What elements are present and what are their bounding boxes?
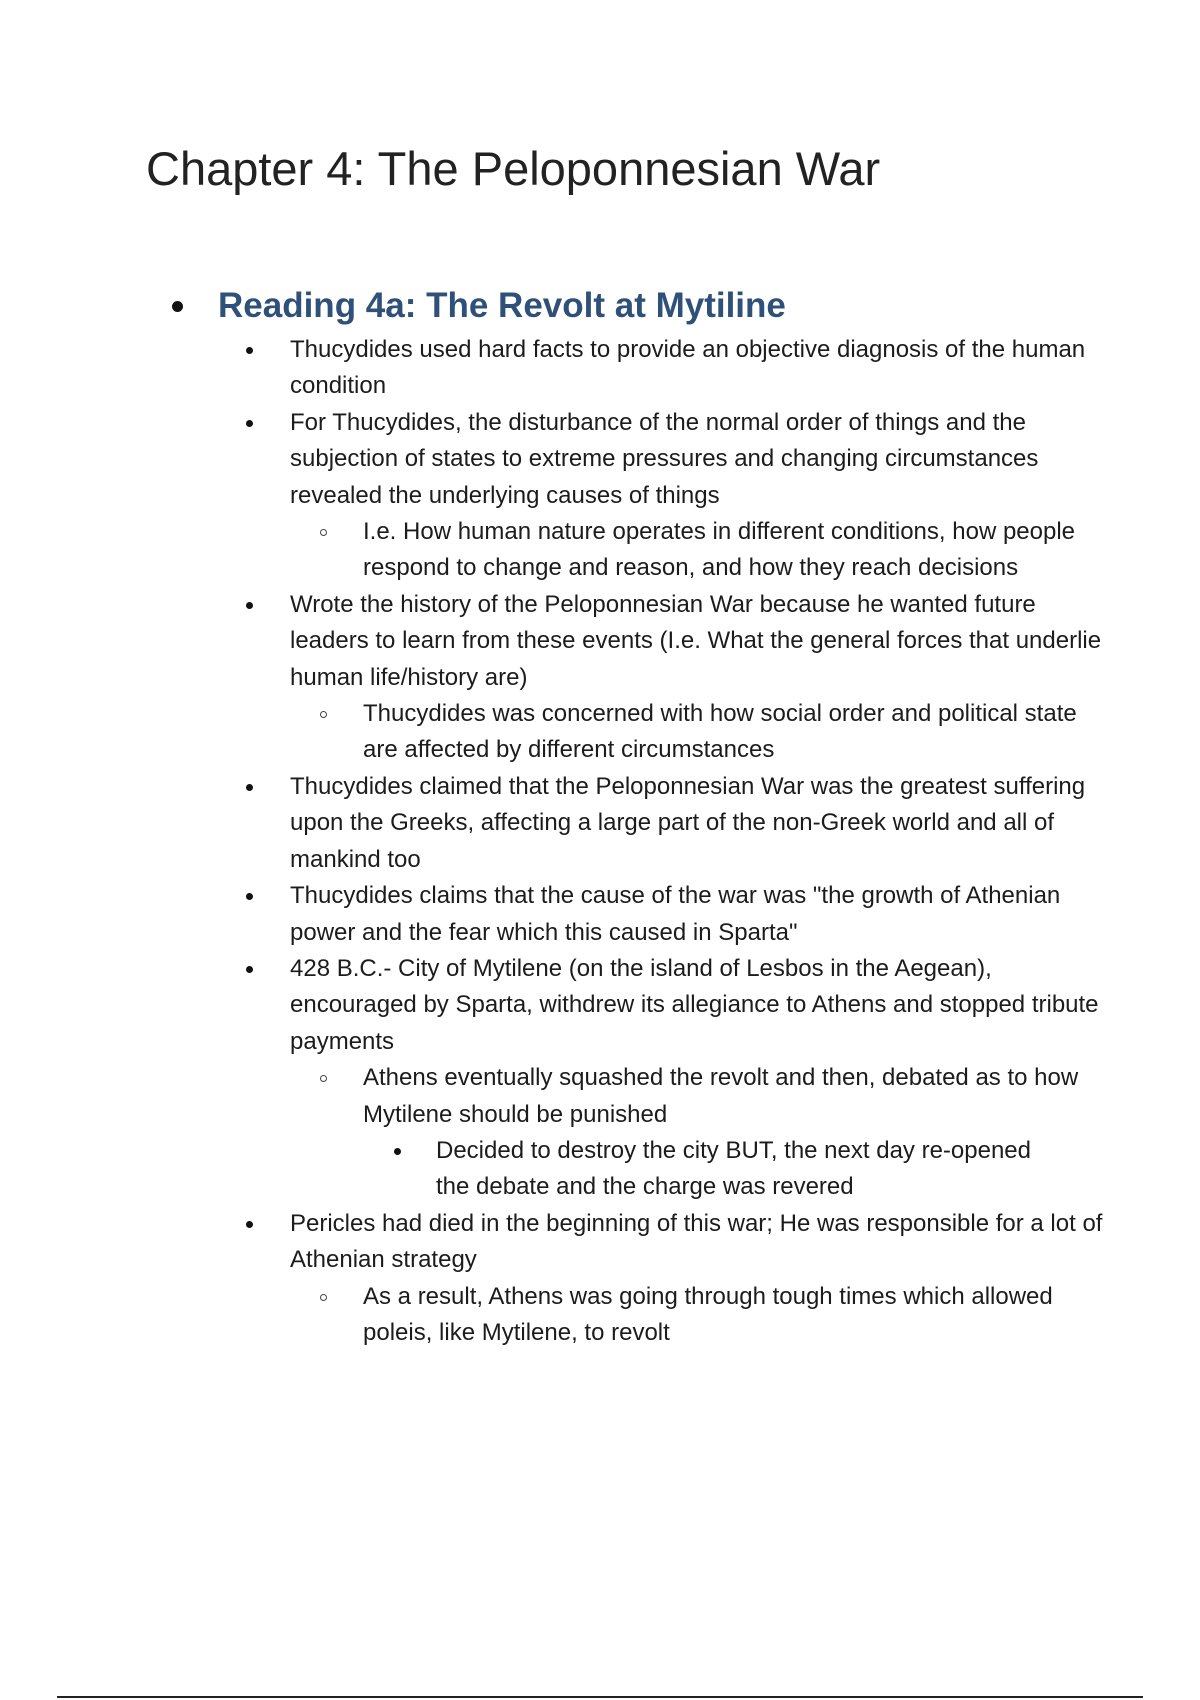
section-heading-row [0, 280, 1200, 332]
list-item-text: Decided to destroy the city BUT, the next day re-opened the debate and the charge was revered [436, 1136, 1031, 1201]
bullet-icon [246, 1221, 253, 1228]
list-item-text: For Thucydides, the disturbance of the normal order of things and the subjection of states to extreme pressures and changing circumstances revealed the underlying causes of things [290, 408, 1039, 509]
sub-list-item [363, 1060, 1113, 1133]
footer-divider [57, 1696, 1143, 1698]
page-title: Chapter 4: The Peloponnesian War [146, 142, 881, 195]
bullet-icon [246, 966, 253, 973]
list-item [290, 951, 1110, 1060]
list-item [290, 587, 1110, 696]
list-item-text: Thucydides was concerned with how social order and political state are affected by different circumstances [363, 700, 1077, 764]
notes-outline [0, 280, 1200, 1351]
hollow-bullet-icon [320, 529, 327, 536]
hollow-bullet-icon [320, 1294, 327, 1301]
bullet-icon [246, 893, 253, 900]
list-item-text: As a result, Athens was going through tough times which allowed poleis, like Mytilene, to revolt [363, 1282, 1053, 1346]
sub-list-item [363, 514, 1113, 587]
list-item-text: Athens eventually squashed the revolt and then, debated as to how Mytilene should be punished [363, 1064, 1079, 1128]
list-item [290, 332, 1110, 405]
list-item [290, 878, 1110, 951]
bullet-icon [246, 347, 253, 354]
list-item-text: Wrote the history of the Peloponnesian War because he wanted future leaders to learn from these events (I.e. What the general forces that underlie human life/history are) [290, 590, 1102, 691]
section-points [0, 332, 1200, 1351]
bullet-icon [246, 602, 253, 609]
list-item-text: I.e. How human nature operates in different conditions, how people respond to change and reason, and how they reach decisions [363, 518, 1076, 582]
sub-list-item [363, 696, 1113, 769]
hollow-bullet-icon [320, 711, 327, 718]
section-heading: Reading 4a: The Revolt at Mytiline [218, 286, 786, 325]
list-item [290, 405, 1110, 514]
list-item [290, 1206, 1110, 1279]
list-item-text: Thucydides claims that the cause of the war was "the growth of Athenian power and the fear which this caused in Sparta" [290, 882, 1061, 946]
bullet-icon [246, 784, 253, 791]
hollow-bullet-icon [320, 1075, 327, 1082]
sub-sub-list-item [436, 1133, 1036, 1206]
bullet-icon [246, 420, 253, 427]
list-item-text: Pericles had died in the beginning of this war; He was responsible for a lot of Athenian strategy [290, 1209, 1103, 1274]
bullet-icon [394, 1148, 401, 1155]
list-item-text: 428 B.C.- City of Mytilene (on the island of Lesbos in the Aegean), encouraged by Sparta, withdrew its allegiance to Athens and stopped tribute payments [290, 954, 1099, 1055]
bullet-icon [172, 301, 183, 312]
sub-list-item [363, 1279, 1113, 1352]
list-item-text: Thucydides claimed that the Peloponnesian War was the greatest suffering upon the Greeks, affecting a large part of the non-Greek world and all of mankind too [290, 772, 1086, 873]
list-item [290, 769, 1110, 878]
list-item-text: Thucydides used hard facts to provide an objective diagnosis of the human condition [290, 336, 1086, 400]
